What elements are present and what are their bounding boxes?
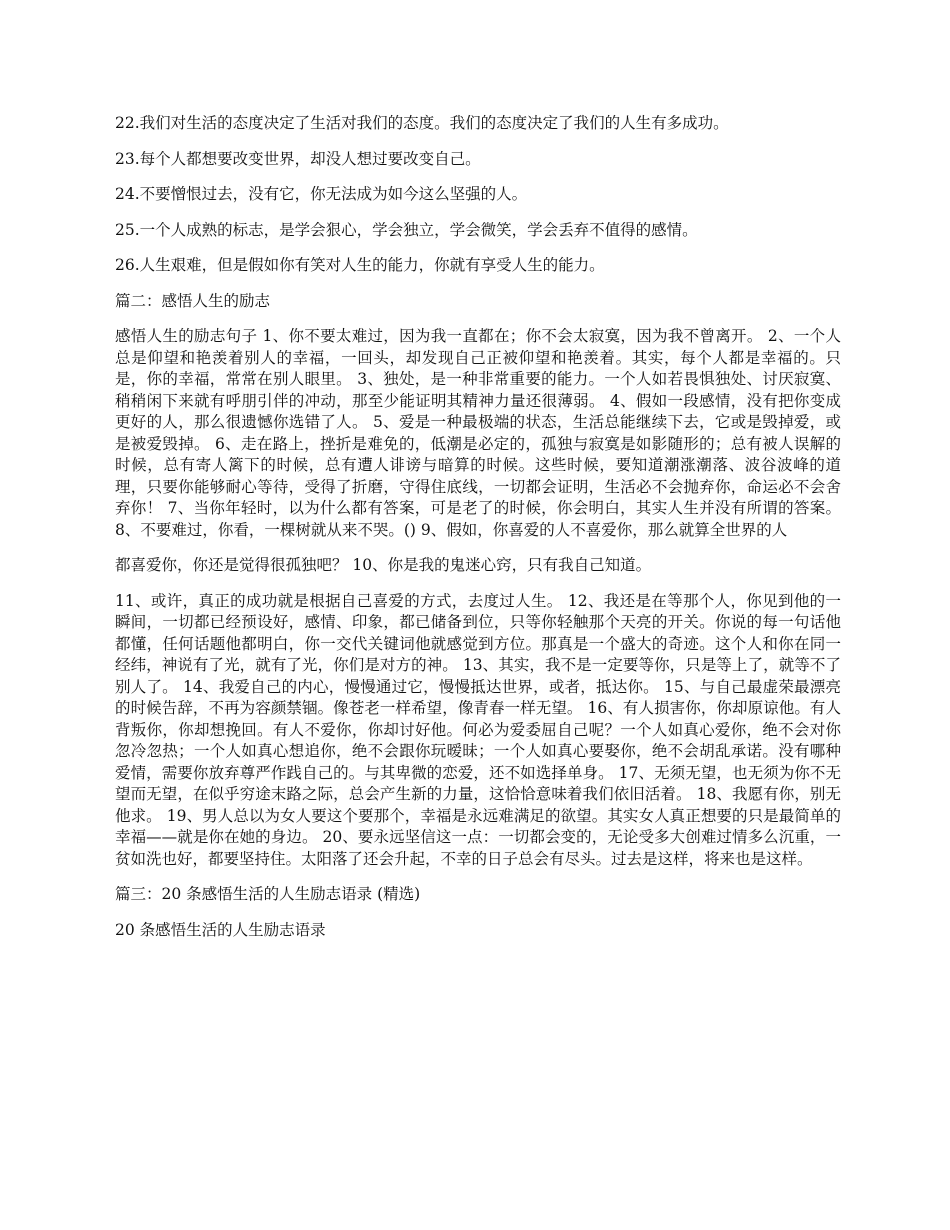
- section-heading-2: 篇二：感悟人生的励志: [115, 291, 271, 310]
- section-2-paragraph-3: 11、或许，真正的成功就是根据自己喜爱的方式，去度过人生。 12、我还是在等那个人，你见到他的一瞬间，一切都已经预设好，感情、印象，都已储备到位，只等你轻触那个天亮的开关。你说的每一句话他都懂，任何话题他都明白，你一交代关键词他就感觉到方位。那真是一个盛大的奇迹。这个人和你在同一经纬，神说有了光，就有了光，你们是对方的神。 13、其实，我不是一定要等你，只是等上了，就等不了别人了。 14、我爱自己的内心，慢慢通过它，慢慢抵达世界，或者，抵达你。 15、与自己最虚荣最漂亮的时候告辞，不再为容颜禁锢。像苍老一样希望，像青春一样无望。 16、有人损害你，你却原谅他。有人背叛你，你却想挽回。有人不爱你，你却讨好他。何必为爱委屈自己呢？一个人如真心爱你，绝不会对你忽冷忽热；一个人如真心想追你，绝不会跟你玩暧昧；一个人如真心要娶你，绝不会胡乱承诺。没有哪种爱情，需要你放弃尊严作践自己的。与其卑微的恋爱，还不如选择单身。 17、无须无望，也无须为你不无望而无望，在似乎穷途末路之际，总会产生新的力量，这恰恰意味着我们依旧活着。 18、我愿有你，别无他求。 19、男人总以为女人要这个要那个，幸福是永远难满足的欲望。其实女人真正想要的只是最简单的幸福——就是你在她的身边。 20、要永远坚信这一点：一切都会变的，无论受多大创难过情多么沉重，一贫如洗也好，都要坚持住。太阳落了还会升起，不幸的日子总会有尽头。过去是这样，将来也是这样。: [115, 591, 841, 868]
- section-2-paragraph-2: 都喜爱你，你还是觉得很孤独吧？ 10、你是我的鬼迷心窍，只有我自己知道。: [115, 556, 652, 574]
- section-heading-3: 篇三：20 条感悟生活的人生励志语录 (精选): [115, 885, 421, 903]
- quote-25: 25.一个人成熟的标志，是学会狠心，学会独立，学会微笑，学会丢弃不值得的感情。: [115, 220, 698, 239]
- section-3-subtitle: 20 条感悟生活的人生励志语录: [115, 920, 326, 939]
- quote-26: 26.人生艰难，但是假如你有笑对人生的能力，你就有享受人生的能力。: [115, 256, 605, 274]
- quote-22: 22.我们对生活的态度决定了生活对我们的态度。我们的态度决定了我们的人生有多成功。: [115, 114, 729, 132]
- document-page: [115, 113, 841, 955]
- quote-23: 23.每个人都想要改变世界，却没人想过要改变自己。: [115, 149, 481, 168]
- section-2-paragraph-1: 感悟人生的励志句子 1、你不要太难过，因为我一直都在；你不会太寂寞，因为我不曾离开。 2、一个人总是仰望和艳羡着别人的幸福，一回头，却发现自己正被仰望和艳羡着。其实，每个人都是幸福的。只是，你的幸福，常常在别人眼里。 3、独处，是一种非常重要的能力。一个人如若畏惧独处、讨厌寂寞、稍稍闲下来就有呼朋引伴的冲动，那至少能证明其精神力量还很薄弱。 4、假如一段感情，没有把你变成更好的人，那么很遗憾你选错了人。 5、爱是一种最极端的状态，生活总能继续下去，它或是毁掉爱，或是被爱毁掉。 6、走在路上，挫折是难免的，低潮是必定的，孤独与寂寞是如影随形的；总有被人误解的时候，总有寄人篱下的时候，总有遭人诽谤与暗算的时候。这些时候，要知道潮涨潮落、波谷波峰的道理，只要你能够耐心等待，受得了折磨，守得住底线，一切都会证明，生活必不会抛弃你，命运必不会舍弃你！ 7、当你年轻时，以为什么都有答案，可是老了的时候，你会明白，其实人生并没有所谓的答案。 8、不要难过，你看，一棵树就从来不哭。() 9、假如，你喜爱的人不喜爱你，那么就算全世界的人: [115, 327, 841, 539]
- quote-24: 24.不要憎恨过去，没有它，你无法成为如今这么坚强的人。: [115, 185, 528, 203]
